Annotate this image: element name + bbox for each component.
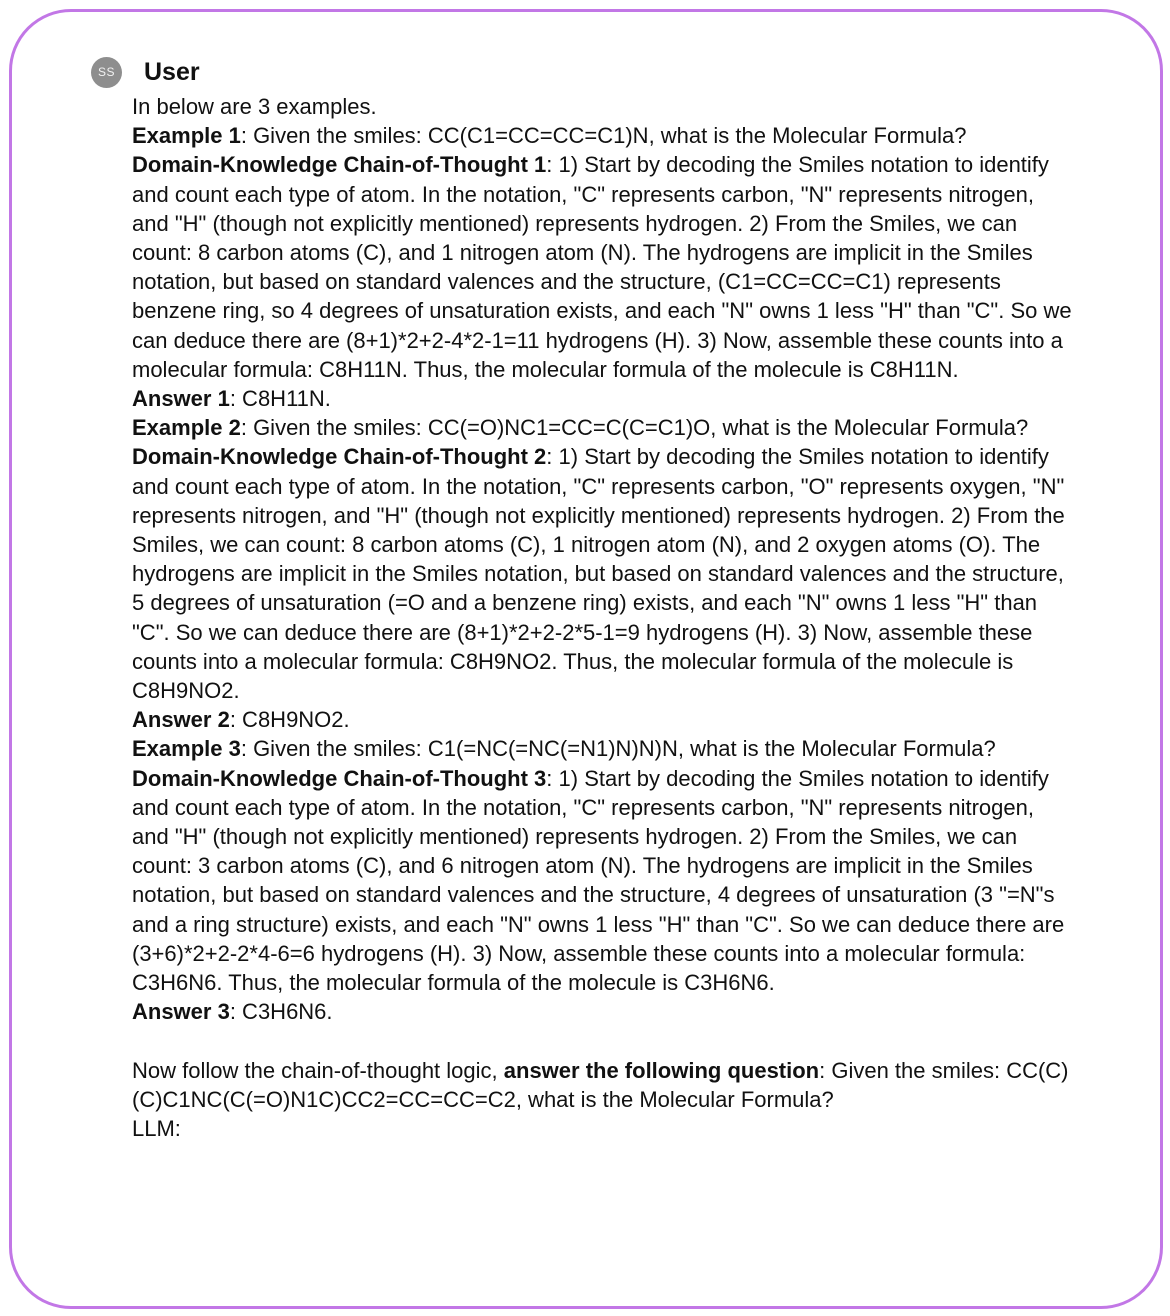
user-avatar: SS xyxy=(91,57,122,88)
answer-text: : C8H9NO2. xyxy=(229,707,350,733)
answer-text: : C3H6N6. xyxy=(229,999,333,1025)
cot-text: : 1) Start by decoding the Smiles notation to identify and count each type of atom. In the notation, "C" represents carbon, "O" represents oxygen, "N" represents nitrogen, and "H" (though not explicitly mentioned) represents hydrogen. 2) From the Smiles, we can count: 8 carbon atoms (C), 1 nitrogen atom (N), and 2 oxygen atoms (O). The hydrogens are implicit in the Smiles notation, but based on standard valences and the structure, 5 degrees of unsaturation (=O and a benzene ring) exists, and each "N" owns 1 less "H" than "C". So we can deduce there are (8+1)*2+2-2*5-1=9 hydrogens (H). 3) Now, assemble these counts into a molecular formula: C8H9NO2. Thus, the molecular formula of the molecule is C8H9NO2. xyxy=(132,444,1065,704)
paragraph-gap xyxy=(132,1027,1072,1056)
cot-text: : 1) Start by decoding the Smiles notation to identify and count each type of atom. In the notation, "C" represents carbon, "N" represents nitrogen, and "H" (though not explicitly mentioned) represents hydrogen. 2) From the Smiles, we can count: 3 carbon atoms (C), and 6 nitrogen atom (N). The hydrogens are implicit in the Smiles notation, but based on standard valences and the structure, 4 degrees of unsaturation (3 "=N"s and a ring structure) exists, and each "N" owns 1 less "H" than "C". So we can deduce there are (3+6)*2+2-2*4-6=6 hydrogens (H). 3) Now, assemble these counts into a molecular formula: C3H6N6. Thus, the molecular formula of the molecule is C3H6N6. xyxy=(132,765,1065,996)
cot-label: Domain-Knowledge Chain-of-Thought 1 xyxy=(132,152,547,178)
example-3-cot xyxy=(132,764,1072,998)
example-1-cot xyxy=(132,150,1072,384)
example-2-question xyxy=(132,413,1072,442)
example-label: Example 3 xyxy=(132,736,241,762)
example-2-answer xyxy=(132,705,1072,734)
question-suffix: : Given the smiles: CC(C)(C)C1NC(C(=O)N1C)CC2=CC=CC=C2, what is the Molecular Formula? xyxy=(132,1057,1069,1112)
example-label: Example 1 xyxy=(132,123,241,149)
example-text: : Given the smiles: CC(=O)NC1=CC=C(C=C1)O, what is the Molecular Formula? xyxy=(240,415,1029,441)
example-text: : Given the smiles: C1(=NC(=NC(=N1)N)N)N, what is the Molecular Formula? xyxy=(240,736,996,762)
example-text: : Given the smiles: CC(C1=CC=CC=C1)N, what is the Molecular Formula? xyxy=(240,123,967,149)
llm-label: LLM: xyxy=(132,1116,181,1142)
example-label: Example 2 xyxy=(132,415,241,441)
answer-text: : C8H11N. xyxy=(229,386,331,412)
example-3-answer xyxy=(132,997,1072,1026)
example-1-answer xyxy=(132,384,1072,413)
user-name: User xyxy=(144,58,200,86)
intro-text: In below are 3 examples. xyxy=(132,94,377,119)
example-2-cot xyxy=(132,442,1072,705)
cot-text: : 1) Start by decoding the Smiles notation to identify and count each type of atom. In the notation, "C" represents carbon, "N" represents nitrogen, and "H" (though not explicitly mentioned) represents hydrogen. 2) From the Smiles, we can count: 8 carbon atoms (C), and 1 nitrogen atom (N). The hydrogens are implicit in the Smiles notation, but based on standard valences and the structure, (C1=CC=CC=C1) represents benzene ring, so 4 degrees of unsaturation exists, and each "N" owns 1 less "H" than "C". So we can deduce there are (8+1)*2+2-4*2-1=11 hydrogens (H). 3) Now, assemble these counts into a molecular formula: C8H11N. Thus, the molecular formula of the molecule is C8H11N. xyxy=(132,152,1072,382)
question-emphasis: answer the following question xyxy=(503,1057,820,1083)
final-question xyxy=(132,1056,1072,1114)
example-1-question xyxy=(132,121,1072,150)
answer-label: Answer 1 xyxy=(132,386,230,412)
cot-label: Domain-Knowledge Chain-of-Thought 3 xyxy=(132,765,547,791)
question-prefix: Now follow the chain-of-thought logic, xyxy=(132,1057,504,1083)
message-body xyxy=(132,92,1072,1143)
example-3-question xyxy=(132,734,1072,763)
answer-label: Answer 2 xyxy=(132,707,230,733)
answer-label: Answer 3 xyxy=(132,999,230,1025)
cot-label: Domain-Knowledge Chain-of-Thought 2 xyxy=(132,444,547,470)
